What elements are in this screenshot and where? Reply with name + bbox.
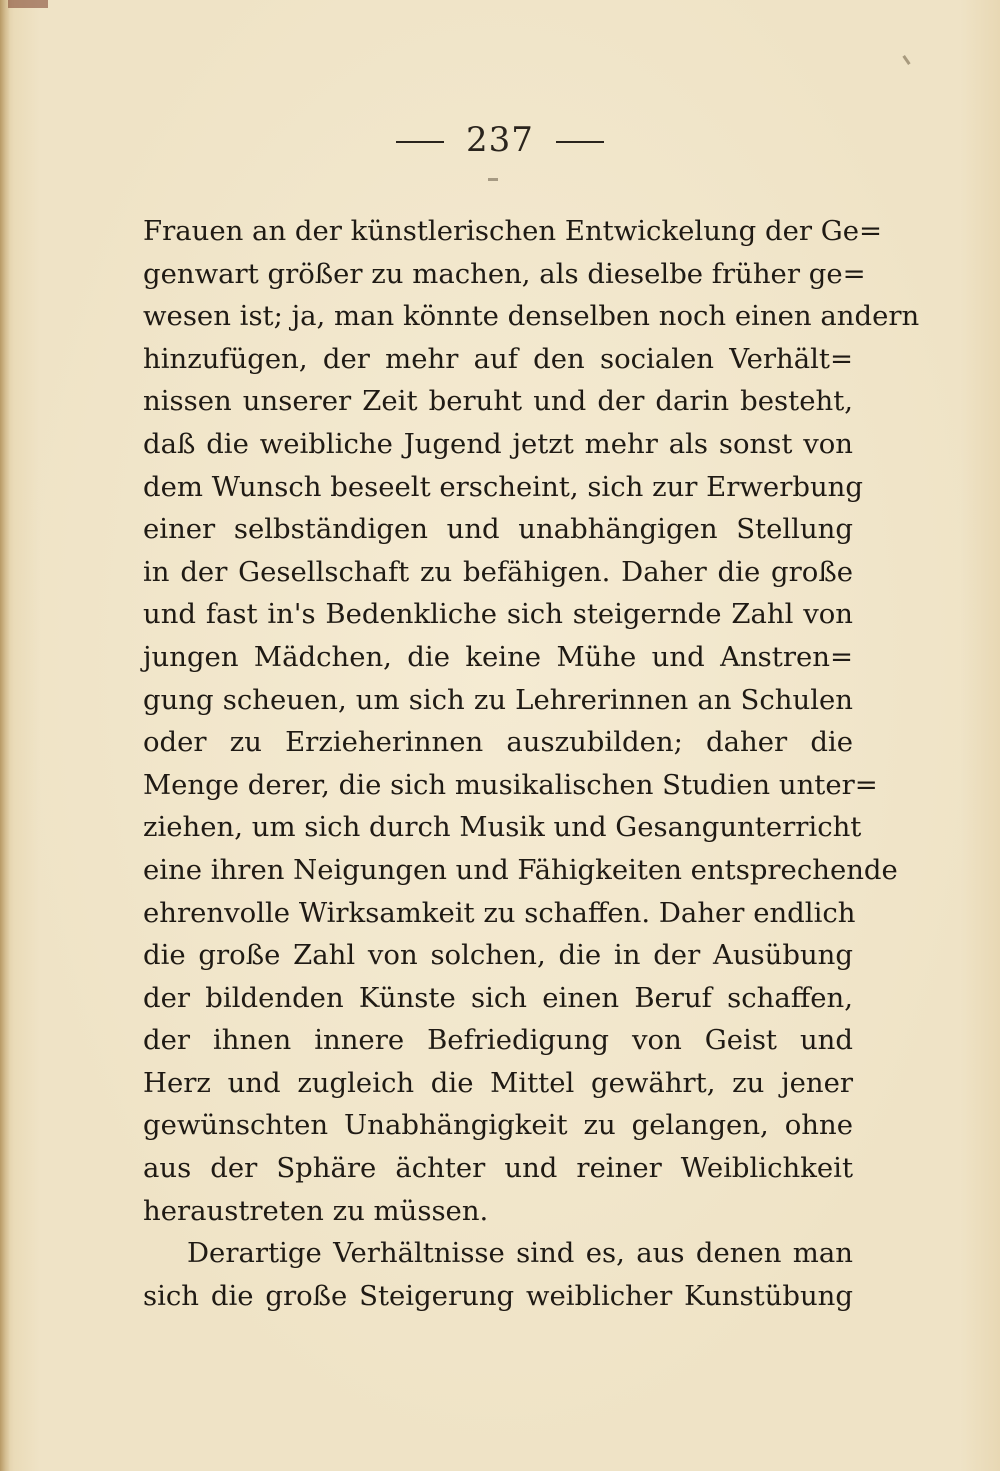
text-line: der ihnen innere Befriedigung von Geist und: [143, 1024, 853, 1057]
page-mark: [488, 178, 498, 181]
text-line: jungen Mädchen, die keine Mühe und Anstren=: [143, 640, 853, 673]
text-line: einer selbständigen und unabhängigen Stellung: [143, 513, 853, 546]
text-line: Frauen an der künstlerischen Entwickelung der Ge=: [143, 215, 883, 247]
text-line: daß die weibliche Jugend jetzt mehr als sonst von: [143, 427, 853, 460]
text-line: aus der Sphäre ächter und reiner Weiblichkeit: [143, 1152, 853, 1185]
text-line: oder zu Erzieherinnen auszubilden; daher die: [143, 726, 853, 759]
text-line: ziehen, um sich durch Musik und Gesangunterricht: [143, 811, 862, 844]
text-line: in der Gesellschaft zu befähigen. Daher die große: [143, 555, 853, 588]
text-line: gung scheuen, um sich zu Lehrerinnen an Schulen: [143, 683, 853, 716]
text-line: ehrenvolle Wirksamkeit zu schaffen. Daher endlich: [143, 896, 856, 929]
page-number: 237: [466, 120, 534, 160]
text-line: Menge derer, die sich musikalischen Studien unter=: [143, 768, 878, 801]
text-line: der bildenden Künste sich einen Beruf schaffen,: [143, 981, 853, 1014]
text-line: hinzufügen, der mehr auf den socialen Verhält=: [143, 342, 853, 375]
text-line: genwart größer zu machen, als dieselbe früher ge=: [143, 257, 866, 290]
text-line: Derartige Verhältnisse sind es, aus denen man: [187, 1237, 853, 1270]
text-line: dem Wunsch beseelt erscheint, sich zur Erwerbung: [143, 470, 863, 503]
page-speck: [902, 55, 910, 65]
page-header: [0, 120, 1000, 160]
header-dash-left: [396, 141, 444, 143]
body-text: [143, 210, 920, 1317]
text-line: wesen ist; ja, man könnte denselben noch einen andern: [143, 300, 920, 333]
page-binding-edge: [0, 0, 10, 1471]
text-line: gewünschten Unabhängigkeit zu gelangen, ohne: [143, 1109, 853, 1142]
text-line: und fast in's Bedenkliche sich steigernde Zahl von: [143, 598, 853, 631]
page-stain: [8, 0, 48, 8]
text-line: sich die große Steigerung weiblicher Kunstübung: [143, 1279, 853, 1312]
text-line: nissen unserer Zeit beruht und der darin besteht,: [143, 385, 853, 418]
text-line: Herz und zugleich die Mittel gewährt, zu jener: [143, 1066, 853, 1099]
header-dash-right: [556, 141, 604, 143]
text-line: eine ihren Neigungen und Fähigkeiten entsprechende: [143, 853, 898, 886]
text-line: heraustreten zu müssen.: [143, 1194, 489, 1227]
text-line: die große Zahl von solchen, die in der Ausübung: [143, 939, 853, 972]
